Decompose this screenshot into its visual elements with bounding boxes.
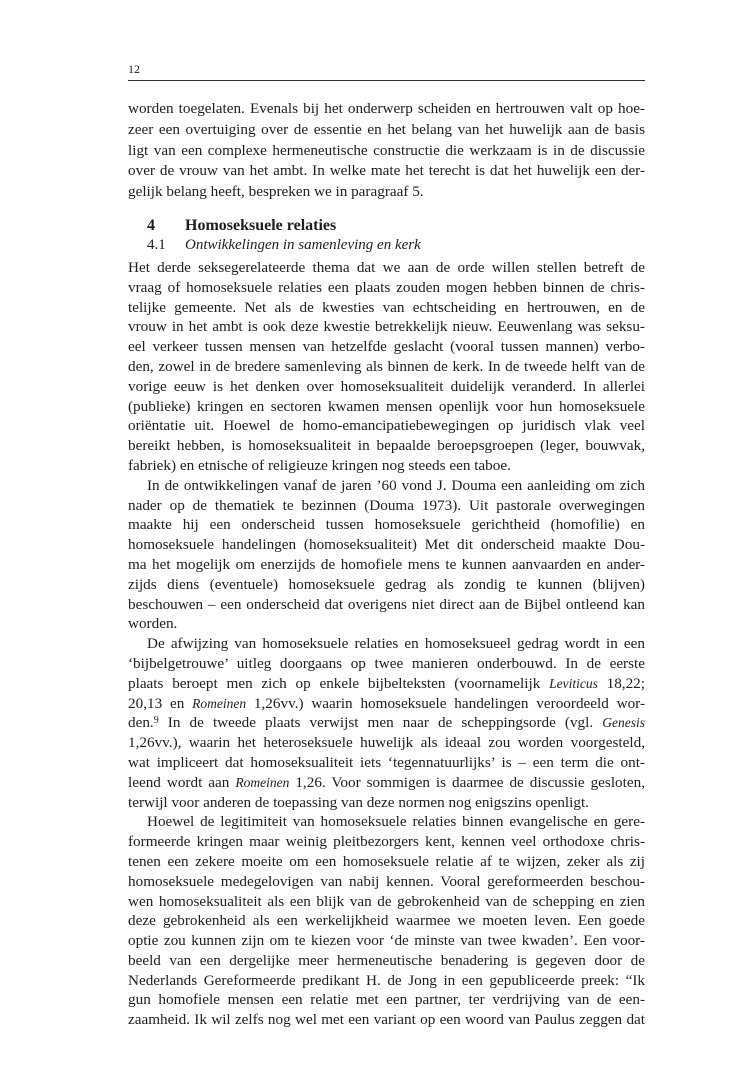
text-line (128, 515, 645, 535)
text-segment: maakte hij een onderscheid tussen homoseksuele gerichtheid (homofilie) en (128, 516, 645, 534)
text-segment: formeerde kringen maar weinig pleitbezorgers kent, kennen veel orthodoxe chris- (128, 833, 645, 851)
text-line (128, 1010, 645, 1030)
intro-text (128, 99, 645, 203)
text-segment: Hoewel de legitimiteit van homoseksuele relaties binnen evangelische en gere- (147, 813, 645, 831)
text-segment: optie zou kunnen zijn om te kiezen voor ‘de minste van twee kwaden’. Een voor- (128, 932, 645, 950)
text-line (128, 990, 645, 1010)
text-line (128, 298, 645, 318)
text-line (128, 397, 645, 417)
footnote-marker: 9 (153, 715, 159, 727)
text-segment: vorige eeuw is het denken over homoseksualiteit duidelijk veranderd. In allerlei (128, 377, 645, 395)
text-segment: terwijl voor anderen de toepassing van deze normen nog enigszins openligt. (128, 793, 589, 811)
text-line (128, 892, 645, 912)
text-segment: deze gebrokenheid als een werkelijkheid waarmee we moeten leven. Een goede (128, 912, 645, 930)
text-segment: 1,26. Voor sommigen is daarmee de discussie gesloten, (289, 773, 645, 791)
text-segment: tenen een zekere moeite om een homoseksuele relatie af te wijzen, zeker als zij (128, 852, 645, 870)
subsection-heading (147, 237, 421, 254)
text-segment: den, zowel in de bredere samenleving als binnen de kerk. In de tweede helft van de (128, 357, 645, 375)
text-segment: 20,13 en (128, 694, 193, 712)
text-segment: vraag of homoseksuele relaties een plaats zouden mogen hebben binnen de chris- (128, 278, 645, 296)
text-line (128, 733, 645, 753)
italic-reference: Romeinen (192, 695, 247, 711)
paragraph (128, 812, 645, 1030)
text-line (128, 258, 645, 278)
text-segment: gun homofiele mensen een relatie met een partner, ter verdrijving van de een- (128, 991, 645, 1009)
text-line (128, 436, 645, 456)
paragraph (128, 258, 645, 476)
text-segment: ‘bijbelgetrouwe’ uitleg doorgaans op twee manieren onderbouwd. In de eerste (128, 654, 645, 672)
text-line (128, 377, 645, 397)
text-line (128, 595, 645, 615)
text-line (128, 713, 645, 733)
text-segment: plaats beroept men zich op enkele bijbelteksten (voornamelijk (128, 674, 550, 692)
section-heading (147, 217, 336, 235)
text-line (128, 555, 645, 575)
text-line (128, 456, 645, 476)
page-number: 12 (128, 62, 140, 76)
text-segment: 1,26vv.), waarin het heteroseksuele huwelijk als ideaal zou worden voorgesteld, (128, 734, 645, 752)
text-line (128, 416, 645, 436)
text-segment: wen homoseksualiteit als een blijk van de gebrokenheid van de schepping en zien (128, 892, 645, 910)
text-segment: zaamheid. Ik wil zelfs nog wel met een variant op een woord van Paulus zeggen dat (128, 1011, 645, 1029)
text-segment: beeld van een dergelijke meer hermeneutische benadering is gegeven door de (128, 951, 645, 969)
text-line (128, 99, 645, 120)
text-segment: wat impliceert dat homoseksualiteit iets ‘tegennatuurlijks’ is – een term die ont- (128, 753, 645, 771)
italic-reference: Leviticus (549, 675, 598, 691)
text-segment: fabriek) en etnische of religieuze kringen nog steeds een taboe. (128, 456, 511, 474)
text-line (128, 931, 645, 951)
text-line (128, 496, 645, 516)
text-segment: In de tweede plaats verwijst men naar de scheppingsorde (vgl. (158, 714, 603, 732)
text-segment: leend wordt aan (128, 773, 236, 791)
text-segment: Nederlands Gereformeerde predikant H. de Jong in een gepubliceerde preek: “Ik (128, 971, 645, 989)
text-line (128, 535, 645, 555)
text-line (128, 317, 645, 337)
text-line (128, 674, 645, 694)
text-line (128, 357, 645, 377)
text-line (128, 614, 645, 634)
paragraph (128, 634, 645, 812)
text-segment: homoseksuele medegelovigen van nabij kennen. Vooral gereformeerden beschou- (128, 872, 645, 890)
text-segment: telijke gemeente. Net als de kwesties van echtscheiding en hertrouwen, en de (128, 298, 645, 316)
text-line (128, 812, 645, 832)
text-line (128, 278, 645, 298)
text-segment: (publieke) kringen en sectoren kwamen mensen openlijk voor hun homoseksuele (128, 397, 645, 415)
text-segment: bereikt hebben, is homoseksualiteit in bepaalde beroepsgroepen (leger, bouwvak, (128, 437, 645, 455)
text-segment: 1,26vv.) waarin homoseksuele handelingen veroordeeld wor- (246, 694, 645, 712)
text-line (128, 832, 645, 852)
text-segment: homoseksuele handelingen (homoseksualiteit) Met dit onderscheid maakte Dou- (128, 536, 645, 554)
paragraph (128, 476, 645, 634)
text-line (128, 753, 645, 773)
text-line (128, 694, 645, 714)
paragraph (128, 99, 645, 203)
text-line (128, 872, 645, 892)
text-segment: ligt van een complexe hermeneutische constructie die werkzaam is in de discussie (128, 141, 645, 159)
text-segment: oriëntatie uit. Hoewel de homo-emancipatiebewegingen op juridisch vlak veel (128, 417, 645, 435)
subsection-number: 4.1 (147, 237, 166, 253)
text-segment: worden. (128, 615, 178, 633)
italic-reference: Genesis (602, 715, 645, 731)
text-segment: den. (128, 714, 154, 732)
text-segment: gelijk belang heeft, bespreken we in paragraaf 5. (128, 183, 424, 201)
text-segment: zeer een overtuiging over de essentie en het belang van het huwelijk aan de basis (128, 120, 645, 138)
text-line (128, 634, 645, 654)
text-line (128, 161, 645, 182)
text-segment: vrouw in het ambt is ook deze kwestie betrekkelijk nieuw. Eeuwenlang was seksu- (128, 318, 645, 336)
text-segment: zijds diens (eventuele) homoseksuele gedrag als zondig te kunnen (blijven) (128, 575, 645, 593)
text-line (128, 911, 645, 931)
section-title: Homoseksuele relaties (185, 217, 337, 234)
text-segment: 18,22; (597, 674, 645, 692)
text-segment: In de ontwikkelingen vanaf de jaren ’60 vond J. Douma een aanleiding om zich (147, 476, 645, 494)
text-line (128, 141, 645, 162)
subsection-title: Ontwikkelingen in samenleving en kerk (185, 237, 421, 253)
text-line (128, 951, 645, 971)
italic-reference: Romeinen (235, 774, 290, 790)
text-line (128, 773, 645, 793)
text-line (128, 654, 645, 674)
text-segment: over de vrouw van het ambt. In welke mate het terecht is dat het huwelijk een der- (128, 162, 645, 180)
text-line (128, 120, 645, 141)
text-line (128, 852, 645, 872)
text-segment: eel verkeer tussen mensen van hetzelfde geslacht (vooral tussen mannen) verbo- (128, 338, 645, 356)
text-line (128, 793, 645, 813)
text-line (128, 575, 645, 595)
text-line (128, 182, 645, 203)
header-rule (128, 80, 645, 81)
text-line (128, 971, 645, 991)
section-number: 4 (147, 217, 155, 234)
text-line (128, 337, 645, 357)
text-segment: ma het mogelijk om enerzijds de homofiele mens te kunnen aanvaarden en ander- (128, 555, 645, 573)
text-segment: Het derde seksegerelateerde thema dat we aan de orde willen stellen betreft de (128, 259, 645, 276)
text-segment: worden toegelaten. Evenals bij het onderwerp scheiden en hertrouwen valt op hoe- (128, 100, 645, 117)
text-segment: De afwijzing van homoseksuele relaties en homoseksueel gedrag wordt in een (147, 635, 645, 653)
text-line (128, 476, 645, 496)
body-text (128, 258, 645, 1030)
text-segment: beschouwen – een onderscheid dat overigens niet direct aan de Bijbel ontleend kan (128, 595, 645, 613)
text-segment: nader op de thematiek te bezinnen (Douma 1973). Uit pastorale overwegingen (128, 496, 645, 514)
